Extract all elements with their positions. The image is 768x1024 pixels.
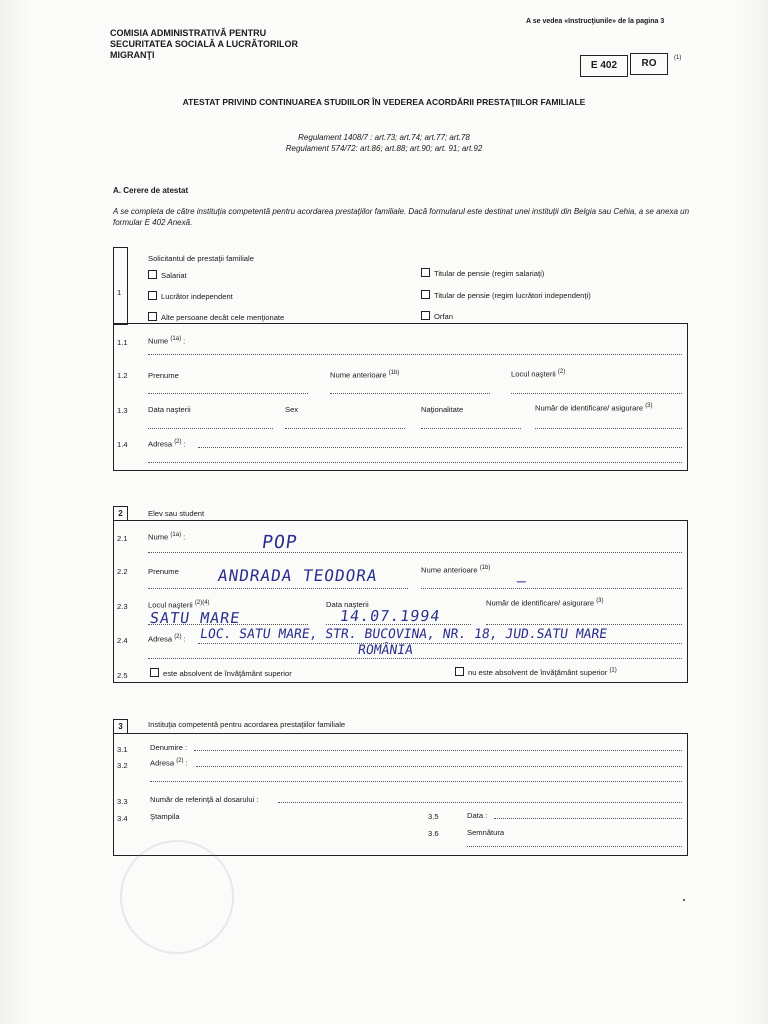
regulation-line-1: Regulament 1408/7 : art.73; art.74; art.77; art.78 bbox=[298, 133, 470, 142]
faint-stamp-mark bbox=[120, 840, 234, 954]
input-locul-nasterii[interactable] bbox=[148, 624, 308, 625]
section-1-title: Solicitantul de prestaţii familiale bbox=[148, 254, 254, 263]
handwritten-adresa-line-2: ROMÂNIA bbox=[356, 643, 414, 658]
checkbox[interactable] bbox=[455, 667, 464, 676]
input-adresa-line-1[interactable] bbox=[198, 643, 682, 644]
section-a-intro: A se completa de către instituţia competentă pentru acordarea prestaţiilor familiale. Dacă formularul este destinat unei instituţii din Belgia sau Cehia, a se anexa un formular E 402 Anexă. bbox=[113, 207, 690, 227]
input-numar-identificare[interactable] bbox=[486, 624, 682, 625]
row-number: 2.4 bbox=[117, 636, 128, 645]
field-label-prenume: Prenume bbox=[148, 567, 179, 576]
field-label-data: Data : bbox=[467, 811, 488, 820]
input-adresa-line-1[interactable] bbox=[196, 766, 682, 767]
form-code: E 402 bbox=[580, 55, 628, 77]
row-number: 2.5 bbox=[117, 671, 128, 680]
row-number: 3.5 bbox=[428, 812, 439, 821]
input-nume-anterioare[interactable] bbox=[421, 588, 682, 589]
form-title: ATESTAT PRIVIND CONTINUAREA STUDIILOR ÎN VEDEREA ACORDĂRII PRESTAŢIILOR FAMILIALE bbox=[182, 97, 586, 107]
section-2-title: Elev sau student bbox=[148, 509, 205, 518]
field-label-nume-anterioare: Nume anterioare $^{(1b)}$ bbox=[330, 370, 400, 380]
row-number: 3.3 bbox=[117, 797, 128, 806]
input-numar-identificare[interactable] bbox=[535, 428, 682, 429]
input-data[interactable] bbox=[494, 818, 682, 819]
section-3-title: Instituţia competentă pentru acordarea prestaţiilor familiale bbox=[148, 720, 346, 729]
field-label-numar-referinta: Număr de referinţă al dosarului : bbox=[150, 795, 259, 804]
field-label-data-nasterii: Data naşterii bbox=[148, 405, 191, 414]
input-adresa-line-2[interactable] bbox=[150, 781, 682, 782]
field-label-nume: Nume $^{(1a)}$ : bbox=[148, 336, 186, 346]
input-data-nasterii[interactable] bbox=[148, 428, 273, 429]
section-1-details-frame bbox=[113, 323, 688, 471]
input-sex[interactable] bbox=[285, 428, 405, 429]
handwritten-data-nasterii: 14.07.1994 bbox=[338, 607, 442, 625]
input-adresa-line-2[interactable] bbox=[148, 462, 682, 463]
section-a-heading: A. Cerere de atestat bbox=[113, 186, 189, 195]
input-denumire[interactable] bbox=[194, 750, 682, 751]
row-number: 3.6 bbox=[428, 829, 439, 838]
input-adresa-line-2[interactable] bbox=[148, 658, 682, 659]
option-lucrator-independent[interactable]: Lucrător independent bbox=[148, 291, 233, 301]
option-nu-absolvent[interactable]: nu este absolvent de învăţământ superior $^{(1)}$ bbox=[455, 667, 617, 677]
country-code: RO bbox=[630, 53, 668, 75]
input-nume[interactable] bbox=[148, 552, 682, 553]
input-adresa-line-1[interactable] bbox=[198, 447, 682, 448]
option-alte-persoane[interactable]: Alte persoane decât cele menţionate bbox=[148, 312, 284, 322]
row-number: 2.1 bbox=[117, 534, 128, 543]
field-label-numar-identificare: Număr de identificare/ asigurare $^{(3)}$ bbox=[535, 403, 653, 413]
section-2-number: 2 bbox=[113, 506, 128, 521]
handwritten-prenume: ANDRADA TEODORA bbox=[216, 566, 379, 585]
handwritten-nume-anterioare: – bbox=[515, 572, 529, 590]
input-prenume[interactable] bbox=[148, 588, 408, 589]
page-speck bbox=[683, 899, 685, 901]
input-locul-nasterii[interactable] bbox=[511, 393, 682, 394]
field-label-data-nasterii: Data naşterii bbox=[326, 600, 369, 609]
input-nume[interactable] bbox=[148, 354, 682, 355]
checkbox[interactable] bbox=[150, 668, 159, 677]
handwritten-locul-nasterii: SATU MARE bbox=[148, 609, 242, 627]
handwritten-adresa-line-1: LOC. SATU MARE, STR. BUCOVINA, NR. 18, JUD.SATU MARE bbox=[198, 627, 609, 642]
field-label-semnatura: Semnătura bbox=[467, 828, 505, 837]
row-number: 3.2 bbox=[117, 761, 128, 770]
field-label-nume: Nume $^{(1a)}$ : bbox=[148, 532, 186, 542]
checkbox[interactable] bbox=[421, 290, 430, 299]
row-number: 3.1 bbox=[117, 745, 128, 754]
row-number: 3.4 bbox=[117, 814, 128, 823]
option-pensie-salariati[interactable]: Titular de pensie (regim salariaţi) bbox=[421, 268, 544, 278]
field-label-prenume: Prenume bbox=[148, 371, 179, 380]
checkbox[interactable] bbox=[421, 311, 430, 320]
field-label-nationalitate: Naţionalitate bbox=[421, 405, 464, 414]
field-label-stampila: Ştampila bbox=[150, 812, 180, 821]
field-label-locul-nasterii: Locul naşterii $^{(2)}$ bbox=[511, 369, 566, 379]
checkbox[interactable] bbox=[148, 291, 157, 300]
input-prenume[interactable] bbox=[148, 393, 308, 394]
input-semnatura[interactable] bbox=[467, 846, 682, 847]
row-number: 1.3 bbox=[117, 406, 128, 415]
instructions-note: A se vedea «Instrucţiunile» de la pagina 3 bbox=[526, 18, 665, 25]
row-number: 1.2 bbox=[117, 371, 128, 380]
issuing-organization: COMISIA ADMINISTRATIVĂ PENTRU SECURITATEA SOCIALĂ A LUCRĂTORILOR MIGRANŢI bbox=[110, 28, 298, 60]
field-label-locul-nasterii: Locul naşterii $^{(2)(4)}$ bbox=[148, 600, 210, 610]
input-data-nasterii[interactable] bbox=[326, 624, 471, 625]
section-3-number: 3 bbox=[113, 719, 128, 734]
option-pensie-independenti[interactable]: Titular de pensie (regim lucrători independenţi) bbox=[421, 290, 591, 300]
handwritten-nume: POP bbox=[260, 532, 299, 553]
row-number: 2.3 bbox=[117, 602, 128, 611]
field-label-adresa: Adresa $^{(2)}$ : bbox=[148, 439, 186, 449]
input-nationalitate[interactable] bbox=[421, 428, 521, 429]
code-note: (1) bbox=[674, 55, 682, 61]
field-label-denumire: Denumire : bbox=[150, 743, 188, 752]
section-1-number-box bbox=[113, 247, 128, 325]
field-label-numar-identificare: Număr de identificare/ asigurare $^{(3)}$ bbox=[486, 598, 604, 608]
option-salariat[interactable]: Salariat bbox=[148, 270, 187, 280]
row-number: 1.1 bbox=[117, 338, 128, 347]
section-1-number: 1 bbox=[117, 288, 122, 297]
field-label-adresa: Adresa $^{(2)}$ : bbox=[148, 634, 186, 644]
option-absolvent[interactable]: este absolvent de învăţământ superior bbox=[150, 668, 292, 678]
field-label-nume-anterioare: Nume anterioare $^{(1b)}$ bbox=[421, 565, 491, 575]
field-label-sex: Sex bbox=[285, 405, 299, 414]
regulation-line-2: Regulament 574/72: art.86; art.88; art.90; art. 91; art.92 bbox=[285, 144, 483, 153]
checkbox[interactable] bbox=[148, 312, 157, 321]
field-label-adresa: Adresa $^{(2)}$ : bbox=[150, 758, 188, 768]
checkbox[interactable] bbox=[421, 268, 430, 277]
input-numar-referinta[interactable] bbox=[278, 802, 682, 803]
checkbox[interactable] bbox=[148, 270, 157, 279]
option-orfan[interactable]: Orfan bbox=[421, 311, 453, 321]
row-number: 1.4 bbox=[117, 440, 128, 449]
input-nume-anterioare[interactable] bbox=[330, 393, 490, 394]
row-number: 2.2 bbox=[117, 567, 128, 576]
